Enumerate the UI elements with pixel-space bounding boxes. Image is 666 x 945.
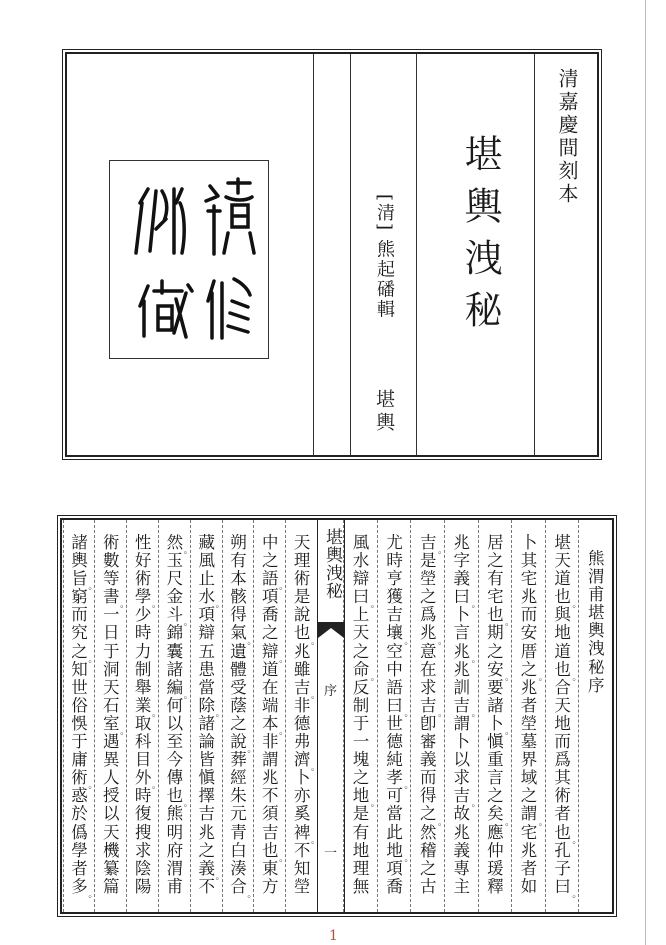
column-rule: [350, 54, 351, 455]
punctuation-mark: 。: [151, 600, 161, 611]
column-rule: [416, 54, 417, 455]
punctuation-mark: 。: [437, 708, 447, 719]
punctuation-mark: 。: [215, 600, 225, 611]
punctuation-mark: 。: [151, 708, 161, 719]
page-edge: [645, 0, 646, 945]
punctuation-mark: 。: [370, 799, 380, 810]
punctuation-mark: 。: [370, 600, 380, 611]
punctuation-mark: 。: [279, 654, 289, 665]
leaf-number: 一: [324, 846, 338, 861]
text-column: 風 水 辯 曰 。 上 天 之 命 。 反 制 于 一 塊 之 地 。 是 有 地 理 無: [343, 520, 378, 912]
text-block: [60, 518, 614, 914]
text-column: 居 之 有 宅 也 。 期 之 安 。 要 諸 卜 。 愼 重 言 之 矣 。 應 仲 瑗 釋: [478, 520, 513, 912]
text-column: 術 數 等 書 。 一 日 于 洞 天 石 室 。 遇 異 人 授 以 天 機 纂 篇: [94, 520, 127, 912]
punctuation-mark: 。: [310, 690, 320, 701]
punctuation-mark: 。: [247, 636, 257, 647]
punctuation-mark: 。: [572, 600, 582, 611]
punctuation-mark: 。: [279, 853, 289, 864]
punctuation-mark: 。: [471, 600, 481, 611]
punctuation-mark: 。: [215, 708, 225, 719]
text-column: 吉 。 是 塋 之 爲 兆 。 意 在 求 吉 。 卽 審 義 而 得 之 。 然 稽 之 古: [410, 520, 445, 912]
punctuation-mark: 。: [437, 636, 447, 647]
punctuation-mark: 。: [437, 817, 447, 828]
punctuation-mark: 。: [538, 672, 548, 683]
punctuation-mark: 。: [310, 636, 320, 647]
punctuation-mark: 。: [505, 727, 515, 738]
page-number: 1: [329, 928, 338, 944]
text-column: 尤 時 亨 獲 吉 壤 。 空 中 語 曰 。 世 德 純 孝 。 可 當 此 地 。 項 喬: [377, 520, 412, 912]
punctuation-mark: 。: [310, 835, 320, 846]
punctuation-mark: 。: [310, 763, 320, 774]
punctuation-mark: 。: [88, 582, 98, 593]
punctuation-mark: 。: [505, 618, 515, 629]
text-column: 中 之 語 。 項 喬 之 辯 。 道 在 端 本 。 非 謂 兆 不 須 吉 也 。 東 方: [253, 520, 286, 912]
punctuation-mark: 。: [572, 672, 582, 683]
book-title: 堪輿洩秘: [458, 134, 502, 342]
punctuation-mark: 。: [404, 853, 414, 864]
category-label: 堪輿: [373, 389, 395, 435]
column-rule: [534, 54, 535, 455]
punctuation-mark: 。: [88, 889, 98, 900]
punctuation-mark: 。: [88, 654, 98, 665]
punctuation-mark: 。: [279, 582, 289, 593]
punctuation-mark: 。: [183, 799, 193, 810]
punctuation-mark: 。: [404, 781, 414, 792]
punctuation-mark: 。: [572, 835, 582, 846]
punctuation-mark: 。: [505, 672, 515, 683]
punctuation-mark: 。: [279, 727, 289, 738]
punctuation-mark: 。: [505, 817, 515, 828]
text-column: 兆 字 義 曰 。 卜 言 兆 。 兆 訓 吉 。 謂 卜 以 求 吉 。 故 兆 義 專 主: [444, 520, 479, 912]
text-column: 藏 風 止 水 。 項 辯 五 患 當 除 。 諸 論 皆 愼 擇 吉 兆 之 義 。 不: [190, 520, 223, 912]
punctuation-mark: 。: [247, 745, 257, 756]
punctuation-mark: 。: [88, 781, 98, 792]
punctuation-mark: 。: [437, 546, 447, 557]
section-label: 序: [324, 684, 338, 699]
text-column: 諸 輿 旨 。 窮 而 究 之 。 知 世 俗 悞 于 庸 術 。 惑 於 僞 學 者 多 。: [63, 520, 96, 912]
text-column: 卜 其 宅 兆 而 安 厝 之 。 兆 者 塋 墓 界 域 之 謂 。 宅 兆 者 如: [511, 520, 546, 912]
author-credit: [清] 熊起磻輯: [374, 194, 395, 320]
punctuation-mark: 。: [471, 708, 481, 719]
text-column: 性 好 術 學 。 少 時 力 制 舉 業 。 取 科 目 外 。 時 復 搜 求 陰 陽: [126, 520, 159, 912]
punctuation-mark: 。: [572, 889, 582, 900]
punctuation-mark: 。: [404, 636, 414, 647]
preface-title-column: 熊 渭 甫 堪 輿 洩 秘 序: [578, 520, 613, 912]
fish-tail-ornament: [318, 622, 344, 638]
punctuation-mark: 。: [404, 708, 414, 719]
punctuation-mark: 。: [183, 618, 193, 629]
punctuation-mark: 。: [370, 672, 380, 683]
text-column: 天 理 術 是 說 也 。 兆 雖 吉 。 非 德 弗 濟 。 卜 亦 奚 裨 。 不 知 塋: [285, 520, 318, 912]
text-column: 朔 有 本 骸 得 氣 。 遺 體 受 蔭 之 說 。 葬 經 朱 元 青 白 湊 合 。: [222, 520, 255, 912]
punctuation-mark: 。: [215, 871, 225, 882]
punctuation-mark: 。: [538, 817, 548, 828]
punctuation-mark: 。: [183, 690, 193, 701]
center-title: 堪輿洩秘: [322, 528, 342, 600]
collection-seal-logo: [109, 160, 269, 359]
column-rule: [313, 54, 314, 455]
punctuation-mark: 。: [471, 654, 481, 665]
text-column: 堪 天 道 也 。 與 地 道 也 。 合 天 地 而 爲 其 術 者 也 。 孔 子 曰 。: [545, 520, 580, 912]
punctuation-mark: 。: [183, 546, 193, 557]
punctuation-mark: 。: [120, 600, 130, 611]
punctuation-mark: 。: [247, 889, 257, 900]
block-center-column: [317, 520, 345, 912]
cover-page: [65, 52, 599, 457]
punctuation-mark: 。: [151, 781, 161, 792]
edition-note: 清嘉慶間刻本: [555, 68, 579, 206]
punctuation-mark: 。: [120, 727, 130, 738]
text-column: 然 。 玉 尺 金 斗 。 錦 囊 諸 編 。 何 以 至 今 傳 也 。 熊 明 府 渭 甫: [158, 520, 191, 912]
punctuation-mark: 。: [471, 799, 481, 810]
